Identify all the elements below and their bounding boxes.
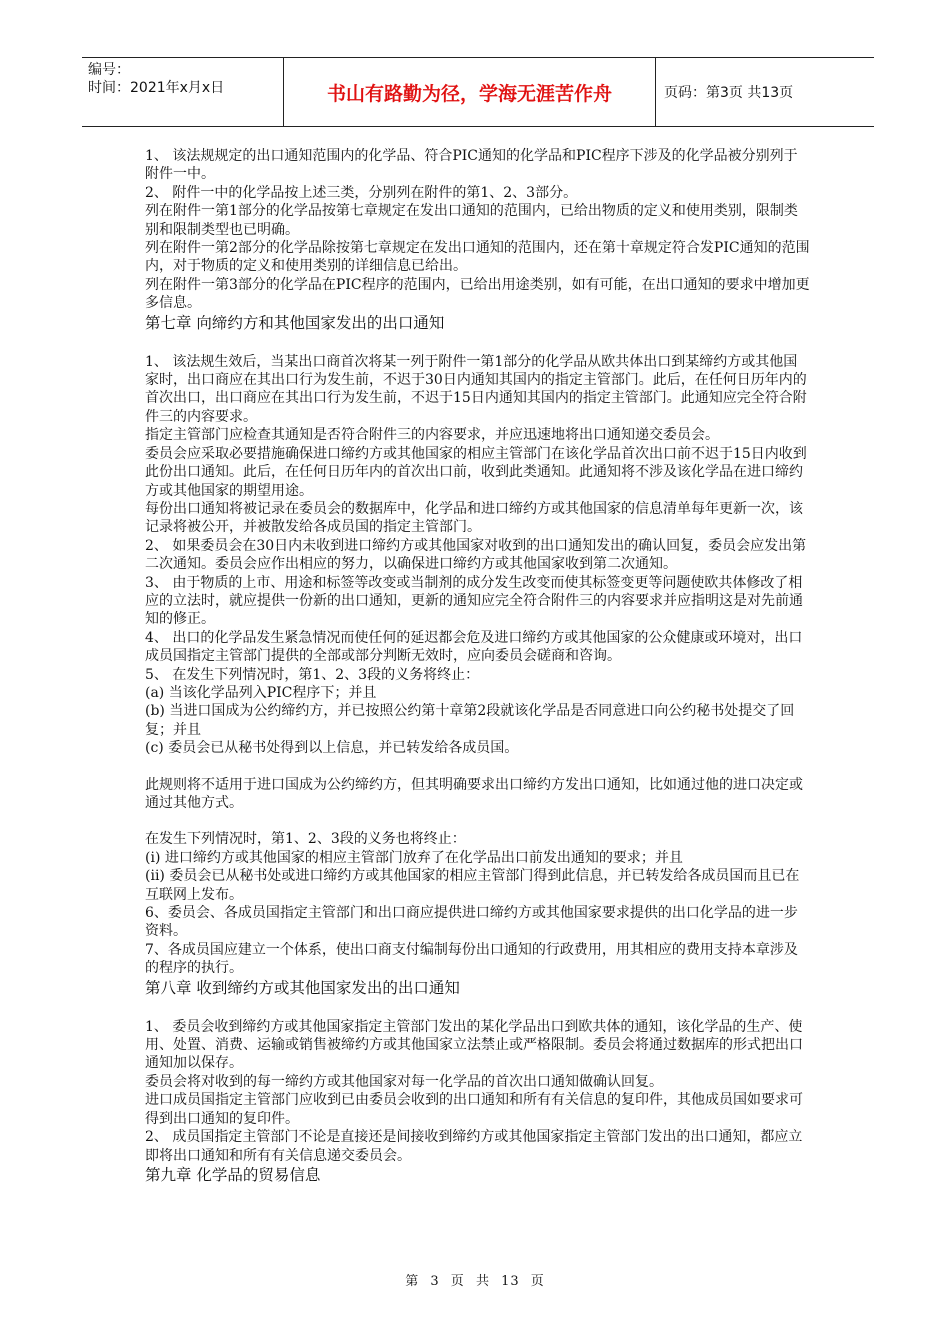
body-paragraph: 2、 附件一中的化学品按上述三类，分别列在附件的第1、2、3部分。	[145, 184, 578, 201]
header-motto: 书山有路勤为径，学海无涯苦作舟	[284, 58, 656, 126]
body-paragraph: 指定主管部门应检查其通知是否符合附件三的内容要求，并应迅速地将出口通知递交委员会。	[145, 427, 719, 444]
body-paragraph: 1、 该法规生效后，当某出口商首次将某一列于附件一第1部分的化学品从欧共体出口到某缔约方或其他国家时，出口商应在其出口行为发生前，不迟于30日内通知其国内的指定主管部门。此后，在任何日历年内的首次出口，出口商应在其出口行为发生前，不迟于15日内通知其国内的指定主管部门。此通知应完全符合附件三的内容要求。	[145, 353, 807, 425]
body-paragraph: 1、 委员会收到缔约方或其他国家指定主管部门发出的某化学品出口到欧共体的通知，该化学品的生产、使用、处置、消费、运输或销售被缔约方或其他国家立法禁止或严格限制。委员会将通过数据库的形式把出口通知加以保存。	[145, 1018, 803, 1072]
body-paragraph: 6、委员会、各成员国指定主管部门和出口商应提供进口缔约方或其他国家要求提供的出口化学品的进一步资料。	[145, 905, 798, 940]
body-paragraph: 2、 如果委员会在30日内未收到进口缔约方或其他国家对收到的出口通知发出的确认回复，委员会应发出第二次通知。委员会应作出相应的努力，以确保进口缔约方或其他国家收到第二次通知。	[145, 537, 807, 573]
body-paragraph: 每份出口通知将被记录在委员会的数据库中，化学品和进口缔约方或其他国家的信息清单每年更新一次，该记录将被公开，并被散发给各成员国的指定主管部门。	[145, 500, 803, 536]
body-paragraph: (c) 委员会已从秘书处得到以上信息，并已转发给各成员国。	[145, 740, 519, 757]
footer-page-unit: 页	[450, 1274, 465, 1289]
footer-total-prefix: 共	[475, 1274, 490, 1289]
header-page-info: 页码：第3页 共13页	[664, 85, 794, 101]
body-paragraph: (ii) 委员会已从秘书处或进口缔约方或其他国家的相应主管部门得到此信息，并已转发给各成员国而且已在互联网上发布。	[145, 868, 800, 903]
page-footer	[0, 1270, 950, 1289]
footer-total-number: 13	[501, 1274, 520, 1289]
body-paragraph: 进口成员国指定主管部门应收到已由委员会收到的出口通知和所有有关信息的复印件，其他成员国如要求可得到出口通知的复印件。	[145, 1092, 803, 1127]
footer-page-number: 3	[430, 1274, 440, 1289]
body-paragraph: 2、 成员国指定主管部门不论是直接还是间接收到缔约方或其他国家指定主管部门发出的出口通知，都应立即将出口通知和所有有关信息递交委员会。	[145, 1129, 803, 1164]
chapter-heading: 第七章 向缔约方和其他国家发出的出口通知	[145, 313, 445, 332]
body-paragraph: 5、 在发生下列情况时，第1、2、3段的义务将终止：	[145, 666, 480, 683]
chapter-heading: 第八章 收到缔约方或其他国家发出的出口通知	[145, 978, 460, 997]
body-paragraph: 列在附件一第2部分的化学品除按第七章规定在发出口通知的范围内，还在第十章规定符合发PIC通知的范围内，对于物质的定义和使用类别的详细信息已给出。	[145, 240, 810, 275]
body-paragraph: (b) 当进口国成为公约缔约方，并已按照公约第十章第2段就该化学品是否同意进口向公约秘书处提交了回复；并且	[145, 703, 795, 738]
body-paragraph: 1、 该法规规定的出口通知范围内的化学品、符合PIC通知的化学品和PIC程序下涉及的化学品被分别列于附件一中。	[145, 148, 798, 183]
body-paragraph: 4、 出口的化学品发生紧急情况而使任何的延迟都会危及进口缔约方或其他国家的公众健康或环境对，出口成员国指定主管部门提供的全部或部分判断无效时，应向委员会磋商和咨询。	[145, 629, 803, 665]
body-paragraph: 3、 由于物质的上市、用途和标签等改变或当制剂的成分发生改变而使其标签变更等问题使欧共体修改了相应的立法时，就应提供一份新的出口通知，更新的通知应完全符合附件三的内容要求并应指明这是对先前通知的修正。	[145, 574, 803, 628]
body-paragraph: (i) 进口缔约方或其他国家的相应主管部门放弃了在化学品出口前发出通知的要求；并且	[145, 849, 683, 866]
chapter-heading: 第九章 化学品的贸易信息	[145, 1165, 321, 1184]
body-paragraph: 列在附件一第3部分的化学品在PIC程序的范围内，已给出用途类别，如有可能，在出口通知的要求中增加更多信息。	[145, 276, 810, 312]
header-meta	[82, 58, 284, 126]
body-paragraph: 7、各成员国应建立一个体系，使出口商支付编制每份出口通知的行政费用，用其相应的费用支持本章涉及的程序的执行。	[145, 941, 798, 977]
footer-total-unit: 页	[530, 1274, 545, 1289]
body-paragraph: 委员会应采取必要措施确保进口缔约方或其他国家的相应主管部门在该化学品首次出口前不迟于15日内收到此份出口通知。此后，在任何日历年内的首次出口前，收到此类通知。此通知将不涉及该化学品在进口缔约方或其他国家的期望用途。	[145, 445, 807, 499]
document-number-label: 编号：	[88, 62, 130, 78]
body-paragraph: 在发生下列情况时，第1、2、3段的义务也将终止：	[145, 831, 466, 848]
footer-page-prefix: 第	[405, 1274, 420, 1289]
document-time: 时间：2021年x月x日	[88, 80, 225, 96]
body-paragraph: 此规则将不适用于进口国成为公约缔约方，但其明确要求出口缔约方发出口通知，比如通过他的进口决定或通过其他方式。	[145, 776, 803, 811]
body-paragraph: 列在附件一第1部分的化学品按第七章规定在发出口通知的范围内，已给出物质的定义和使用类别，限制类别和限制类型也已明确。	[145, 203, 798, 238]
body-paragraph: (a) 当该化学品列入PIC程序下；并且	[145, 684, 377, 701]
document-body	[145, 147, 810, 1237]
body-paragraph: 委员会将对收到的每一缔约方或其他国家对每一化学品的首次出口通知做确认回复。	[145, 1073, 663, 1090]
page-header	[82, 57, 874, 127]
